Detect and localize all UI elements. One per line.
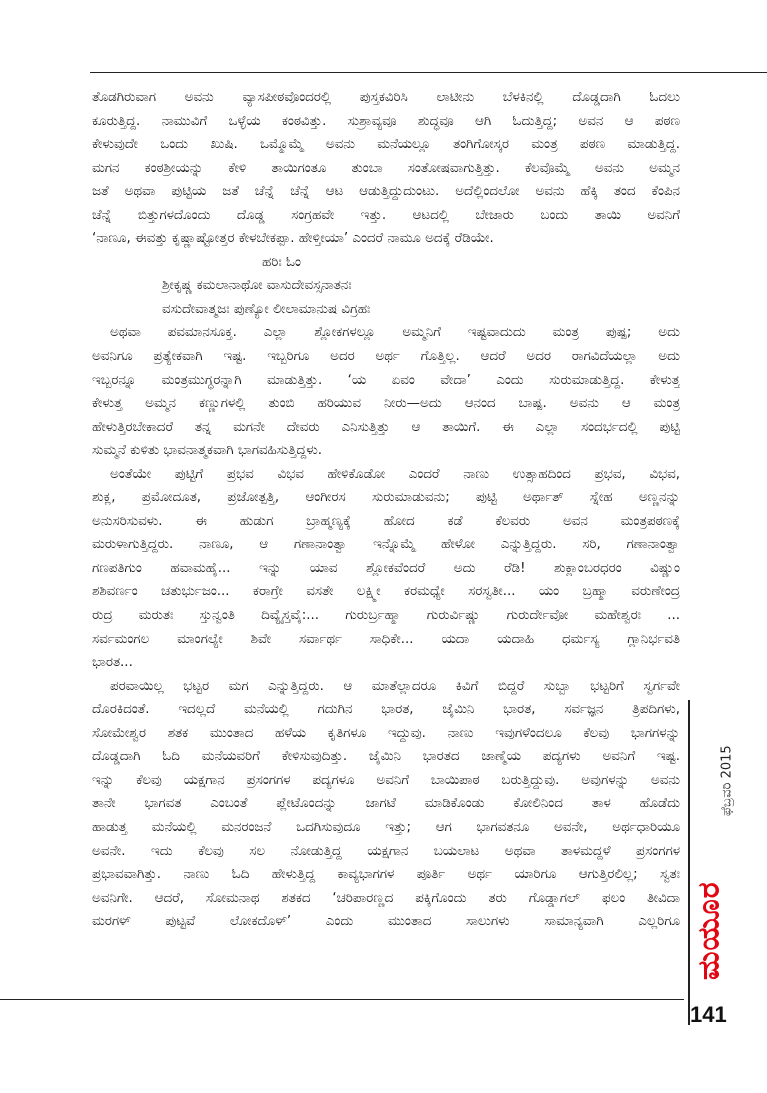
body-line: ಜತೆ ಅಥವಾ ಪುಟ್ಟಿಯ ಜತೆ ಚೆನ್ನೆ ಚೆನ್ನೆ ಆಟ ಆಡುತ್ತಿದ್ದುದುಂಟು. ಅದೆಲ್ಲಿಂದಲೋ ಅವನು ಹೆಕ್ಕಿ ತಂದ ಕೆಂಪಿನ [92, 184, 680, 200]
body-line: ಗಣಪತಿಗುಂ ಹವಾಮಹೈ... ಇನ್ನು ಯಾವ ಶ್ಲೋಕವೆಂದರೆ ಅದು ರೆಡಿ! ಶುಕ್ಲಾಂಬರಧರಂ ವಿಷ್ಣುಂ [92, 560, 680, 576]
body-line: ಮರಗಳ್ ಪುಟ್ಟವೆ ಲೋಕದೊಳ್’ ಎಂದು ಮುಂತಾದ ಸಾಲುಗಳು ಸಾಮಾನ್ಯವಾಗಿ ಎಲ್ಲರಿಗೂ [92, 914, 680, 930]
body-line: ಸುಮ್ಮನೆ ಕುಳಿತು ಭಾವನಾತ್ಮಕವಾಗಿ ಭಾಗವಹಿಸುತ್ತಿದ್ದಳು. [92, 443, 323, 459]
body-line: ಪ್ರಭಾವವಾಗಿತ್ತು. ನಾಣು ಓದಿ ಹೇಳುತ್ತಿದ್ದ ಕಾವ್ಯಭಾಗಗಳ ಪೂರ್ತಿ ಅರ್ಥ ಯಾರಿಗೂ ಆಗುತ್ತಿರಲಿಲ್ಲ; ಸ್ವತಃ [92, 867, 680, 883]
body-line: ರುದ್ರ ಮರುತಃ ಸ್ತುನ್ವಂತಿ ದಿವ್ಯೈಸ್ತವೈ:... ಗುರುರ್ಬ್ರಹ್ಮಾ ಗುರುರ್ವಿಷ್ಣು ಗುರುರ್ದೇವೋ ಮಹೇಶ್ವರಃ ... [92, 608, 680, 624]
verse-line: ಶ್ರೀಕೃಷ್ಣ ಕಮಲಾನಾಥೋ ವಾಸುದೇವಸ್ಸನಾತನಃ [162, 278, 352, 294]
body-line: ಸರ್ವಮಂಗಲ ಮಾಂಗಲ್ಯೇ ಶಿವೇ ಸರ್ವಾರ್ಥ ಸಾಧಿಕೇ... ಯದಾ ಯದಾಹಿ ಧರ್ಮಸ್ಯ ಗ್ಲಾನಿರ್ಭವತಿ [92, 631, 680, 647]
verse-line: ಹರಿಃ ಓಂ [262, 254, 301, 270]
body-line: ಹಾಡುತ್ತ ಮನೆಯಲ್ಲಿ ಮನರಂಜನೆ ಒದಗಿಸುವುದೂ ಇತ್ತು; ಆಗ ಭಾಗವತನೂ ಅವನೇ, ಅರ್ಥಧಾರಿಯೂ [92, 819, 680, 835]
body-line: ಭಾರತ... [92, 655, 133, 671]
body-line: ದೊಡ್ಡದಾಗಿ ಓದಿ ಮನೆಯವರಿಗೆ ಕೇಳಿಸುವುದಿತ್ತು. ಜೈಮಿನಿ ಭಾರತದ ಜಾಣ್ಮೆಯ ಪದ್ಯಗಳು ಅವನಿಗೆ ಇಷ್ಟ. [92, 749, 680, 765]
body-line: ಶಶಿವರ್ಣಂ ಚತುರ್ಭುಜಂ... ಕರಾಗ್ರೇ ವಸತೇ ಲಕ್ಷ್ಮೀ ಕರಮಧ್ಯೇ ಸರಸ್ವತೀ... ಯಂ ಬ್ರಹ್ಮಾ ವರುಣೇಂದ್ರ [92, 584, 680, 600]
body-line: ತಾನೇ ಭಾಗವತ ಎಂಬಂತೆ ಪ್ಲೇಟೊಂದನ್ನು ಜಾಗಟೆ ಮಾಡಿಕೊಂಡು ಕೋಲಿನಿಂದ ತಾಳ ಹೊಡೆದು [92, 796, 680, 812]
magazine-logo: ಮಯೂರ [691, 881, 727, 981]
body-line: ಅವನಿಗೂ ಪ್ರತ್ಯೇಕವಾಗಿ ಇಷ್ಟ. ಇಬ್ಬರಿಗೂ ಅದರ ಅರ್ಥ ಗೊತ್ತಿಲ್ಲ. ಆದರೆ ಅದರ ರಾಗವಿದೆಯಲ್ಲಾ ಅದು [92, 349, 680, 365]
bottom-rule [0, 999, 684, 1000]
body-line: ಚೆನ್ನೆ ಬಿತ್ತುಗಳದೊಂದು ದೊಡ್ಡ ಸಂಗ್ರಹವೇ ಇತ್ತು. ಆಟದಲ್ಲಿ ಬೇಜಾರು ಬಂದು ತಾಯಿ ಅವನಿಗೆ [92, 207, 680, 223]
magazine-sidebar [691, 716, 735, 1016]
body-line: ಅವನಿಗೇ. ಆದರೆ, ಸೋಮನಾಥ ಶತಕದ ‘ಚರಿಪಾರಣ್ಣದ ಪಕ್ಕಿಗೊಂದು ತರು ಗೊಡ್ಡಾಗಲ್ ಫಲಂ ತೀವಿದಾ [92, 890, 680, 906]
body-line: ತೊಡಗಿರುವಾಗ ಅವನು ವ್ಯಾಸಪೀಠವೊಂದರಲ್ಲಿ ಪುಸ್ತಕವಿರಿಸಿ ಲಾಟೀನು ಬೆಳಕಿನಲ್ಲಿ ದೊಡ್ಡದಾಗಿ ಓದಲು [92, 90, 680, 105]
body-line: ಹೇಳುತ್ತಿರಬೇಕಾದರೆ ತನ್ನ ಮಗನೇ ದೇವರು ಎನಿಸುತ್ತಿತ್ತು ಆ ತಾಯಿಗೆ. ಈ ಎಲ್ಲಾ ಸಂದರ್ಭದಲ್ಲಿ ಪುಟ್ಟಿ [92, 419, 680, 435]
body-line: ಅಥವಾ ಪವಮಾನಸೂಕ್ತ. ಎಲ್ಲಾ ಶ್ಲೋಕಗಳಲ್ಲೂ ಅಮ್ಮನಿಗೆ ಇಷ್ಟವಾದುದು ಮಂತ್ರ ಪುಷ್ಪ; ಅದು [110, 325, 680, 341]
page-number: 141 [690, 1002, 727, 1027]
body-line: ಇಬ್ಬರನ್ನೂ ಮಂತ್ರಮುಗ್ಧರನ್ನಾಗಿ ಮಾಡುತ್ತಿತ್ತು. ‘ಯ ಏವಂ ವೇದಾ’ ಎಂದು ಸುರುಮಾಡುತ್ತಿದ್ದ. ಕೇಳುತ್ತ [92, 372, 680, 388]
issue-date: ಫೆಬ್ರವರಿ 2015 [719, 745, 735, 817]
body-line: ಸೋಮೇಶ್ವರ ಶತಕ ಮುಂತಾದ ಹಳೆಯ ಕೃತಿಗಳೂ ಇದ್ದುವು. ನಾಣು ಇವುಗಳೆಂದಲೂ ಕೆಲವು ಭಾಗಗಳನ್ನು [92, 725, 680, 741]
body-line: ಕೂರುತ್ತಿದ್ದ. ನಾಮುವಿಗೆ ಒಳ್ಳೆಯ ಕಂಠವಿತ್ತು. ಸುಶ್ರಾವ್ಯವೂ ಶುದ್ಧವೂ ಆಗಿ ಓದುತ್ತಿದ್ದ; ಅವನ ಆ ಪಠಣ [92, 113, 680, 129]
body-line: ‘ನಾಣೂ, ಈವತ್ತು ಕೃಷ್ಣಾಷ್ಟೋತ್ತರ ಕೇಳಬೇಕಪ್ಪಾ. ಹೇಳ್ತೀಯಾ’ ಎಂದರೆ ನಾಮೂ ಅದಕ್ಕೆ ರೆಡಿಯೇ. [92, 231, 494, 247]
article-body [92, 86, 680, 934]
body-line: ಶುಕ್ಲ, ಪ್ರಮೋದೂತ, ಪ್ರಜೋತ್ಪತ್ತಿ, ಆಂಗೀರಸ ಸುರುಮಾಡುವನು; ಪುಟ್ಟಿ ಅರ್ಥಾತ್ ಸ್ನೇಹ ಅಣ್ಣನನ್ನು [92, 490, 680, 506]
sidebar-divider [688, 700, 690, 1025]
body-line: ಮರುಳಾಗುತ್ತಿದ್ದರು. ನಾಣೂ, ಆ ಗಣಾನಾಂತ್ವಾ ಇನ್ನೊಮ್ಮೆ ಹೇಳೋ ಎನ್ನುತ್ತಿದ್ದರು. ಸರಿ, ಗಣಾನಾಂತ್ವಾ [92, 537, 680, 553]
body-line: ಪರವಾಯಿಲ್ಲ ಭಟ್ಟರ ಮಗ ಎನ್ನುತ್ತಿದ್ದರು. ಆ ಮಾತೆಲ್ಲಾದರೂ ಕಿವಿಗೆ ಬಿದ್ದರೆ ಸುಬ್ಬಾ ಭಟ್ಟರಿಗೆ ಸ್ವರ್ಗವೇ [110, 678, 680, 694]
body-line: ದೊರಕಿದಂತೆ. ಇದಲ್ಲದೆ ಮನೆಯಲ್ಲಿ ಗದುಗಿನ ಭಾರತ, ಜೈಮಿನಿ ಭಾರತ, ಸರ್ವಜ್ಞನ ತ್ರಿಪದಿಗಳು, [92, 702, 680, 718]
verse-line: ವಸುದೇವಾತ್ಮಜಃ ಪುಣ್ಯೋ ಲೀಲಾಮಾನುಷ ವಿಗ್ರಹಃ [162, 301, 371, 317]
top-rule [90, 72, 767, 73]
body-line: ಮಗನ ಕಂಠಶ್ರೀಯನ್ನು ಕೇಳಿ ತಾಯಿಗಂತೂ ತುಂಬಾ ಸಂತೋಷವಾಗುತ್ತಿತ್ತು. ಕೆಲವೊಮ್ಮೆ ಅವನು ಅಮ್ಮನ [92, 160, 680, 176]
body-line: ಅಂತೆಯೇ ಪುಟ್ಟಿಗೆ ಪ್ರಭವ ವಿಭವ ಹೇಳಿಕೊಡೋ ಎಂದರೆ ನಾಣು ಉತ್ಸಾಹದಿಂದ ಪ್ರಭವ, ವಿಭವ, [110, 466, 680, 482]
body-line: ಕೇಳುವುದೇ ಒಂದು ಖುಷಿ. ಒಮ್ಮೊಮ್ಮೆ ಅವನು ಮನೆಯಲ್ಲೂ ತಂಗಿಗೋಸ್ಕರ ಮಂತ್ರ ಪಠಣ ಮಾಡುತ್ತಿದ್ದ. [92, 137, 680, 153]
body-line: ಅನುಸರಿಸುವಳು. ಈ ಹುಡುಗ ಬ್ರಾಹ್ಮಣ್ಯಕ್ಕೆ ಹೋದ ಕಡೆ ಕೆಲವರು ಅವನ ಮಂತ್ರಪಠಣಕ್ಕೆ [92, 513, 680, 529]
body-line: ಇನ್ನು ಕೆಲವು ಯಕ್ಷಗಾನ ಪ್ರಸಂಗಗಳ ಪದ್ಯಗಳೂ ಅವನಿಗೆ ಬಾಯಿಪಾಠ ಬರುತ್ತಿದ್ದುವು. ಅವುಗಳನ್ನು ಅವನು [92, 772, 680, 788]
body-line: ಅವನೇ. ಇದು ಕೆಲವು ಸಲ ನೋಡುತ್ತಿದ್ದ ಯಕ್ಷಗಾನ ಬಯಲಾಟ ಅಥವಾ ತಾಳಮದ್ದಳೆ ಪ್ರಸಂಗಗಳ [92, 843, 680, 859]
body-line: ಕೇಳುತ್ತ ಅಮ್ಮನ ಕಣ್ಣುಗಳಲ್ಲಿ ತುಂಬಿ ಹರಿಯುವ ನೀರು—ಅದು ಆನಂದ ಬಾಷ್ಪ. ಅವನು ಆ ಮಂತ್ರ [92, 396, 680, 412]
